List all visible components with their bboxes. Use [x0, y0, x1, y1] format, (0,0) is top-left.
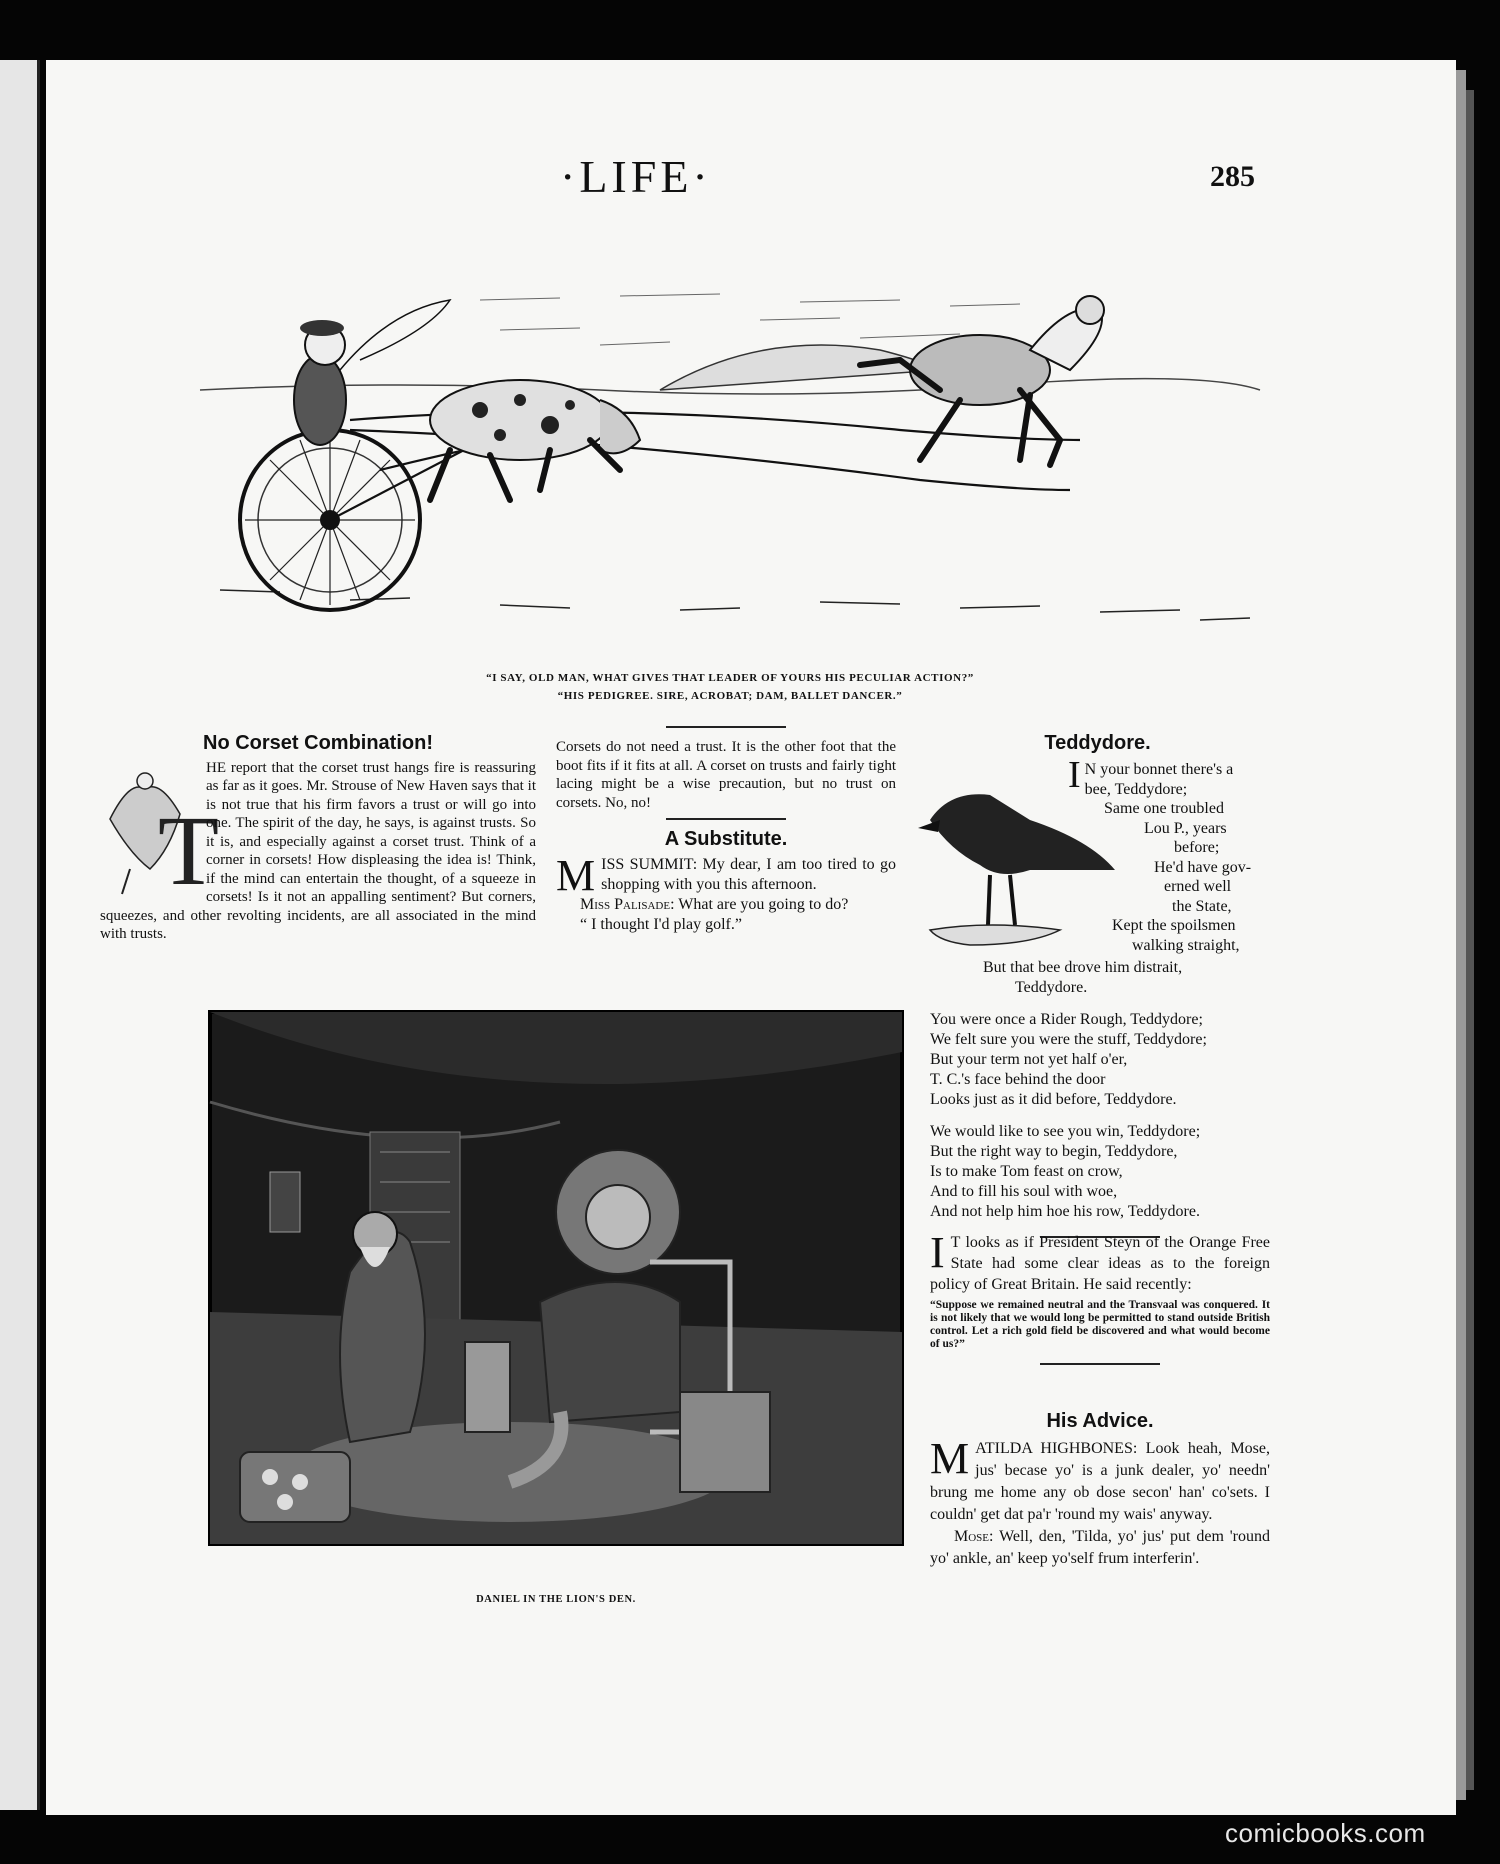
page-edge-shadow: [1466, 90, 1474, 1790]
substitute-text: [556, 850, 896, 935]
daniel-caption: DANIEL IN THE LION'S DEN.: [476, 1594, 636, 1605]
steyn-dropcap: I: [930, 1228, 945, 1277]
advice-speaker-2: Mose: [954, 1528, 990, 1545]
poem-line: I N your bonnet there's a: [1068, 754, 1234, 796]
teddydore-stanza-1-top: [1068, 754, 1268, 955]
poem-line: bee, Teddydore;: [1084, 780, 1188, 798]
poem-line: Kept the spoilsmen: [1112, 917, 1236, 934]
poem-line: And not help him hoe his row, Teddydore.: [930, 1203, 1200, 1220]
daniel-lion-den-illustration: [210, 1012, 902, 1544]
poem-line: But the right way to begin, Teddydore,: [930, 1143, 1178, 1160]
column-rule-4: [1040, 1363, 1160, 1365]
substitute-line-2: : What are you going to do?: [670, 895, 849, 913]
advice-article: [930, 1410, 1270, 1570]
steyn-article: [930, 1228, 1270, 1377]
cartoon-caption-line-1: “I SAY, OLD MAN, WHAT GIVES THAT LEADER OF YOURS HIS PECULIAR ACTION?”: [486, 672, 974, 684]
steyn-quote: “Suppose we remained neutral and the Transvaal was conquered. It is not likely that we would long be permitted to stand outside British control. Let a rich gold field be discovered and what would become of us?”: [930, 1299, 1270, 1350]
poem-line: We would like to see you win, Teddydore;: [930, 1123, 1201, 1140]
substitute-speaker-2: Miss Palisade: [580, 895, 671, 913]
cartoon-caption-line-2: “HIS PEDIGREE. SIRE, ACROBAT; DAM, BALLET DANCER.”: [557, 690, 903, 702]
poem-line: Looks just as it did before, Teddydore.: [930, 1091, 1177, 1108]
advice-headline: His Advice.: [1046, 1410, 1154, 1432]
page-edge: [1456, 70, 1466, 1800]
teddydore-dropcap: I: [1068, 754, 1081, 796]
substitute-dropcap: M: [556, 850, 596, 900]
poem-line: He'd have gov-: [1154, 858, 1252, 876]
substitute-reply: [556, 895, 896, 915]
page-number: 285: [1210, 160, 1255, 193]
substitute-line-1: ISS SUMMIT: My dear, I am too tired to go shopping with you this afternoon.: [601, 855, 896, 893]
corset-article: [100, 734, 536, 944]
teddydore-poem: [930, 734, 1265, 759]
poem-line: the State,: [1172, 897, 1232, 915]
poem-line: erned well: [1164, 878, 1232, 895]
advice-line-1: ATILDA HIGHBONES: Look heah, Mose, jus' becase yo' is a junk dealer, yo' needn' brung me home any ob dose secon' han' co'sets. I couldn' get dat pa'r 'round my wais' anyway.: [930, 1440, 1270, 1523]
substitute-headline: A Substitute.: [664, 828, 788, 850]
column-rule: [666, 726, 786, 728]
dancer-dropcap-illustration: [100, 759, 220, 906]
poem-line: Lou P., years: [1144, 819, 1227, 837]
corset-headline: No Corset Combination!: [203, 732, 433, 754]
column-rule-2: [666, 818, 786, 820]
advice-line-2: : Well, den, 'Tilda, yo' jus' put dem 'round yo' ankle, an' keep yo'self frum interferin'.: [930, 1528, 1270, 1567]
site-watermark: comicbooks.com: [1225, 1818, 1426, 1848]
corset-body-text: HE report that the corset trust hangs fire is reassuring as far as it goes. Mr. Strouse of New Haven says that it is not true that his firm favors a trust or will go into one. The spirit of the day, he says, is against trusts. So it is, and especially against a corset trust. Think of a corner in corsets! How displeasing the idea is! Think, if the mind can entertain the thought, of a squeeze in corsets! Is it not an appalling sentiment? But corners, squeezes, and other revolting incidents, are all associated in the mind with trusts.: [100, 759, 536, 942]
poem-line: before;: [1174, 839, 1220, 856]
masthead: ·LIFE·: [560, 151, 712, 202]
substitute-line-3: “ I thought I'd play golf.”: [580, 915, 742, 933]
poem-line: We felt sure you were the stuff, Teddydore;: [930, 1031, 1207, 1048]
poem-line: walking straight,: [1132, 936, 1240, 954]
cartoon-horse-sulky: [200, 290, 1260, 660]
advice-dropcap: M: [930, 1434, 970, 1483]
advice-reply: [930, 1526, 1270, 1570]
teddydore-headline: Teddydore.: [1044, 732, 1151, 754]
poem-line: Same one troubled: [1104, 800, 1224, 817]
steyn-body: T looks as if President Steyn of the Orange Free State had some clear ideas as to the foreign policy of Great Britain. He said recently:: [930, 1234, 1270, 1293]
middle-column: [556, 726, 896, 935]
previous-page-edge: [0, 60, 40, 1810]
poem-line: T. C.'s face behind the door: [930, 1071, 1106, 1088]
corset-continuation: Corsets do not need a trust. It is the other foot that the boot fits if it fits at all. A corset on trusts and fairly tight lacing might be a wise precaution, but no trust on corsets. No, no!: [556, 739, 896, 811]
corset-dropcap: T: [158, 794, 220, 906]
poem-line: But that bee drove him distrait,: [983, 959, 1183, 976]
poem-line: And to fill his soul with woe,: [930, 1183, 1118, 1200]
teddydore-stanzas: [930, 958, 1270, 1252]
poem-line: But your term not yet half o'er,: [930, 1051, 1128, 1068]
poem-line: Is to make Tom feast on crow,: [930, 1163, 1123, 1180]
corset-body: [100, 759, 536, 944]
poem-line: Teddydore.: [1015, 979, 1088, 996]
poem-line: You were once a Rider Rough, Teddydore;: [930, 1011, 1203, 1028]
